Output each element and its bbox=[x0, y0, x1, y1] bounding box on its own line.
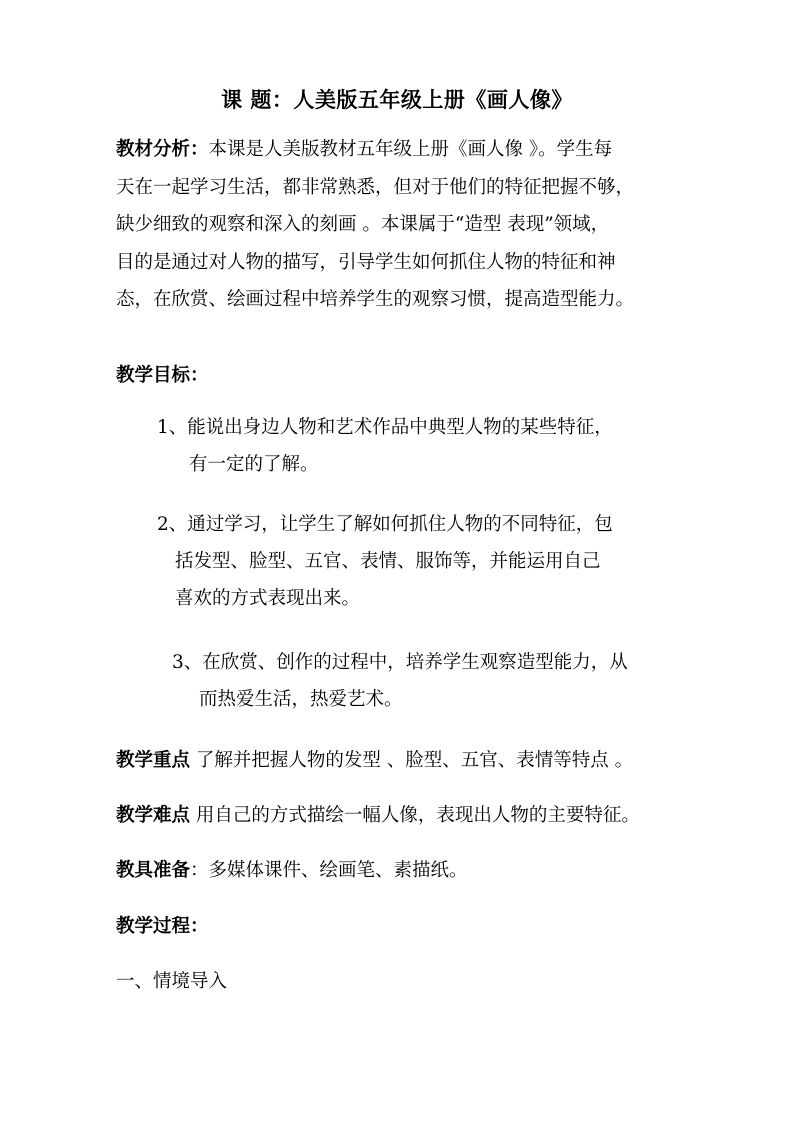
analysis-text-1: 本课是人美版教材五年级上册《画人像 》。学生每 bbox=[208, 139, 613, 160]
process-heading bbox=[116, 908, 686, 946]
process-label: 教学过程： bbox=[116, 916, 209, 937]
page-title: 课 题：人美版五年级上册《画人像》 bbox=[221, 87, 573, 112]
objective-3-line-1: 3、在欣赏、创作的过程中，培养学生观察造型能力，从 bbox=[172, 652, 628, 673]
tools-label: 教具准备 bbox=[116, 860, 191, 881]
objective-item-2 bbox=[157, 506, 697, 617]
analysis-paragraph bbox=[116, 131, 686, 319]
key-point-label: 教学重点 bbox=[116, 750, 191, 771]
section-1-heading: 一、情境导入 bbox=[116, 971, 228, 992]
objective-2-line-1: 2、通过学习，让学生了解如何抓住人物的不同特征，包 bbox=[157, 514, 613, 535]
analysis-label: 教材分析： bbox=[116, 139, 209, 160]
tools-text: ：多媒体课件、绘画笔、素描纸。 bbox=[190, 860, 468, 881]
analysis-line-4: 目的是通过对人物的描写，引导学生如何抓住人物的特征和神 bbox=[116, 251, 616, 273]
objectives-heading bbox=[116, 357, 686, 395]
key-point-line bbox=[116, 742, 686, 780]
objective-1-line-2: 有一定的了解。 bbox=[189, 454, 319, 475]
tools-line bbox=[116, 852, 686, 890]
objective-2-line-3: 喜欢的方式表现出来。 bbox=[175, 588, 361, 609]
key-point-text: 了解并把握人物的发型 、脸型、五官、表情等特点 。 bbox=[190, 750, 634, 771]
analysis-line-2: 天在一起学习生活，都非常熟悉，但对于他们的特征把握不够， bbox=[116, 176, 635, 198]
objective-2-line-2: 括发型、脸型、五官、表情、服饰等，并能运用自己 bbox=[175, 551, 601, 572]
analysis-line-3: 缺少细致的观察和深入的刻画 。本课属于“造型 表现”领域， bbox=[116, 214, 610, 235]
difficulty-text: 用自己的方式描绘一幅人像，表现出人物的主要特征。 bbox=[190, 805, 640, 826]
analysis-line-1 bbox=[116, 131, 686, 169]
difficulty-label: 教学难点 bbox=[116, 805, 191, 826]
objective-item-3 bbox=[172, 644, 702, 718]
objective-3-line-2: 而热爱生活，热爱艺术。 bbox=[199, 689, 403, 710]
objectives-label: 教学目标： bbox=[116, 365, 209, 386]
difficulty-line bbox=[116, 797, 686, 835]
analysis-line-5: 态，在欣赏、绘画过程中培养学生的观察习惯，提高造型能力。 bbox=[116, 289, 635, 310]
objective-item-1 bbox=[157, 409, 697, 483]
objective-1-line-1: 1、能说出身边人物和艺术作品中典型人物的某些特征， bbox=[157, 417, 613, 438]
